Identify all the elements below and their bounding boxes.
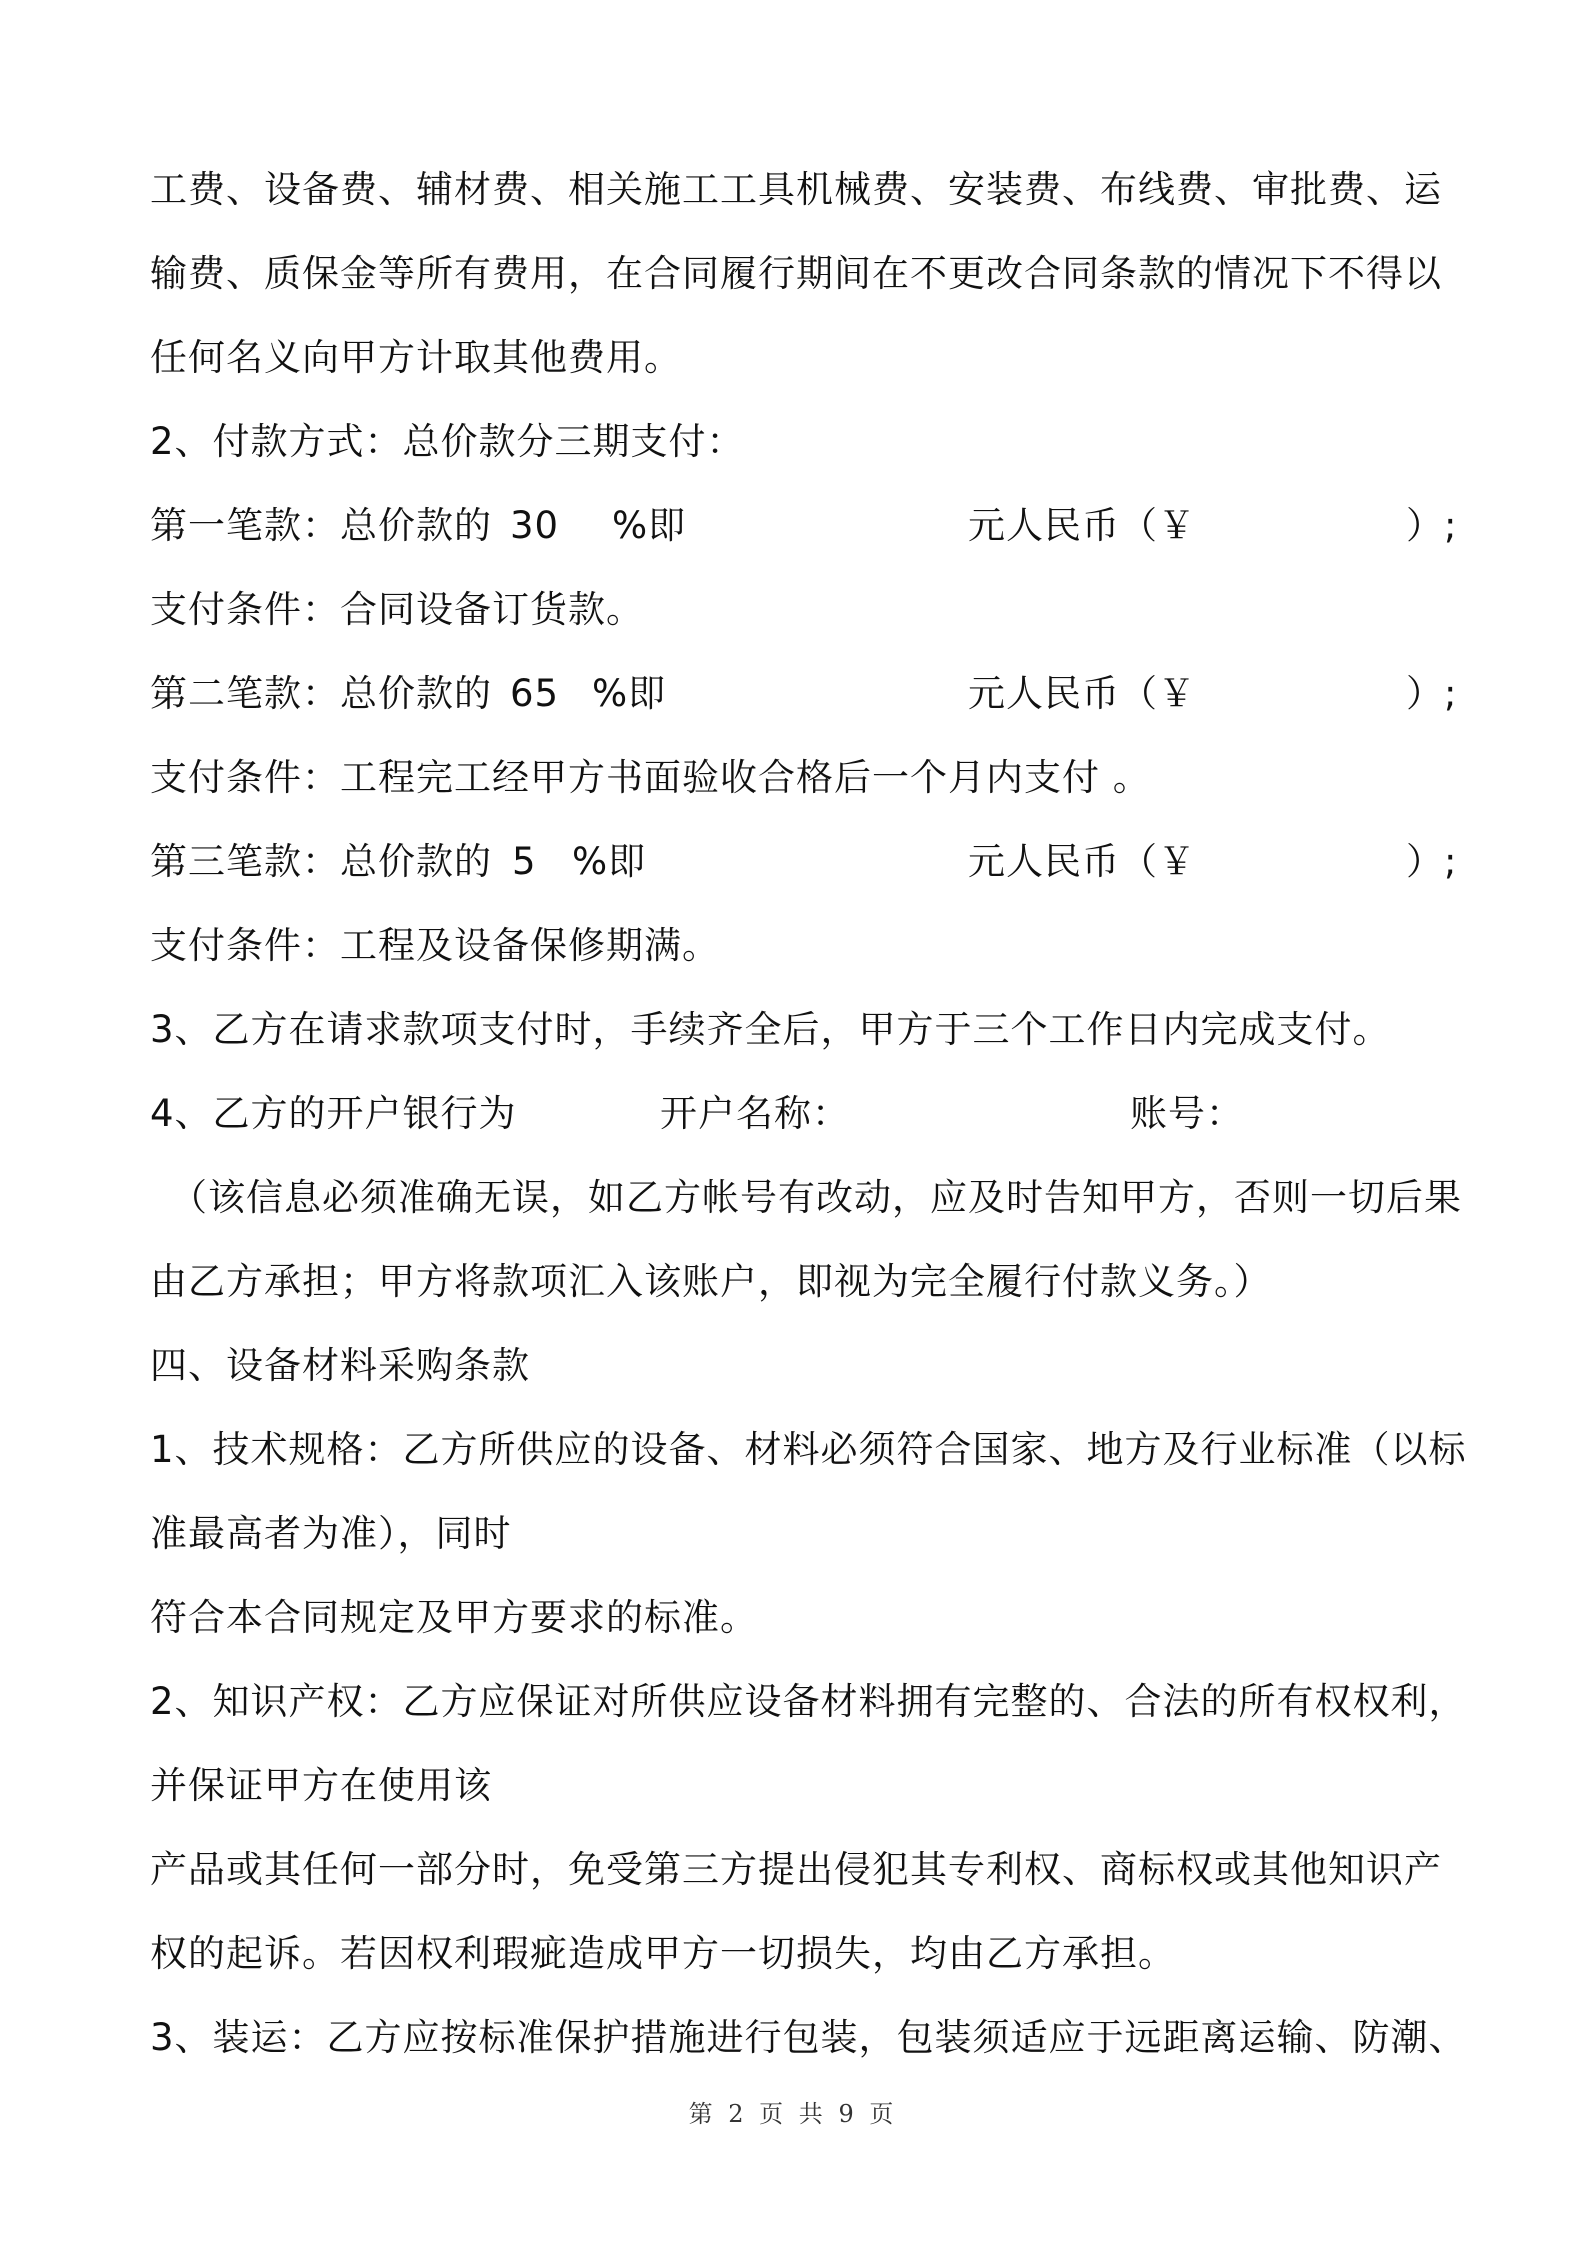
- paragraph-line: 工费、设备费、辅材费、相关施工工具机械费、安装费、布线费、审批费、运: [150, 168, 1442, 211]
- paragraph-line: 3、装运：乙方应按标准保护措施进行包装，包装须适应于远距离运输、防潮、: [150, 2016, 1467, 2059]
- payment-percent-suffix: %即: [612, 504, 687, 547]
- paragraph-line: （该信息必须准确无误，如乙方帐号有改动，应及时告知甲方，否则一切后果: [170, 1176, 1462, 1219]
- payment-percent: 30: [510, 504, 560, 547]
- paragraph-line: 输费、质保金等所有费用，在合同履行期间在不更改合同条款的情况下不得以: [150, 252, 1442, 295]
- payment-label: 第二笔款：总价款的: [150, 672, 492, 715]
- payment-method-heading: 2、付款方式：总价款分三期支付：: [150, 420, 745, 463]
- payment-label: 第一笔款：总价款的: [150, 504, 492, 547]
- paragraph-line: 产品或其任何一部分时，免受第三方提出侵犯其专利权、商标权或其他知识产: [150, 1848, 1442, 1891]
- payment-currency: 元人民币（￥: [968, 840, 1196, 883]
- payment-percent-suffix: %即: [572, 840, 647, 883]
- page-number-footer: 第 2 页 共 9 页: [688, 2100, 898, 2128]
- payment-condition-1: 支付条件：合同设备订货款。: [150, 588, 644, 631]
- payment-close: ）;: [1406, 672, 1458, 715]
- account-number-label: 账号：: [1130, 1092, 1244, 1135]
- payment-close: ）;: [1406, 840, 1458, 883]
- paragraph-line: 并保证甲方在使用该: [150, 1764, 492, 1807]
- paragraph-line: 2、知识产权：乙方应保证对所供应设备材料拥有完整的、合法的所有权权利，: [150, 1680, 1467, 1723]
- paragraph-line: 3、乙方在请求款项支付时，手续齐全后，甲方于三个工作日内完成支付。: [150, 1008, 1391, 1051]
- paragraph-line: 由乙方承担；甲方将款项汇入该账户，即视为完全履行付款义务。）: [150, 1260, 1272, 1303]
- paragraph-line: 1、技术规格：乙方所供应的设备、材料必须符合国家、地方及行业标准（以标: [150, 1428, 1467, 1471]
- payment-percent: 65: [510, 672, 560, 715]
- bank-label: 4、乙方的开户银行为: [150, 1092, 517, 1135]
- payment-label: 第三笔款：总价款的: [150, 840, 492, 883]
- paragraph-line: 权的起诉。若因权利瑕疵造成甲方一切损失，均由乙方承担。: [150, 1932, 1176, 1975]
- account-name-label: 开户名称：: [660, 1092, 850, 1135]
- paragraph-line: 准最高者为准），同时: [150, 1512, 512, 1555]
- payment-percent: 5: [512, 840, 537, 883]
- section-heading: 四、设备材料采购条款: [150, 1344, 530, 1387]
- payment-currency: 元人民币（￥: [968, 672, 1196, 715]
- payment-currency: 元人民币（￥: [968, 504, 1196, 547]
- paragraph-line: 符合本合同规定及甲方要求的标准。: [150, 1596, 758, 1639]
- payment-condition-2: 支付条件：工程完工经甲方书面验收合格后一个月内支付 。: [150, 756, 1151, 799]
- payment-close: ）;: [1406, 504, 1458, 547]
- paragraph-line: 任何名义向甲方计取其他费用。: [150, 336, 682, 379]
- payment-percent-suffix: %即: [592, 672, 667, 715]
- payment-condition-3: 支付条件：工程及设备保修期满。: [150, 924, 720, 967]
